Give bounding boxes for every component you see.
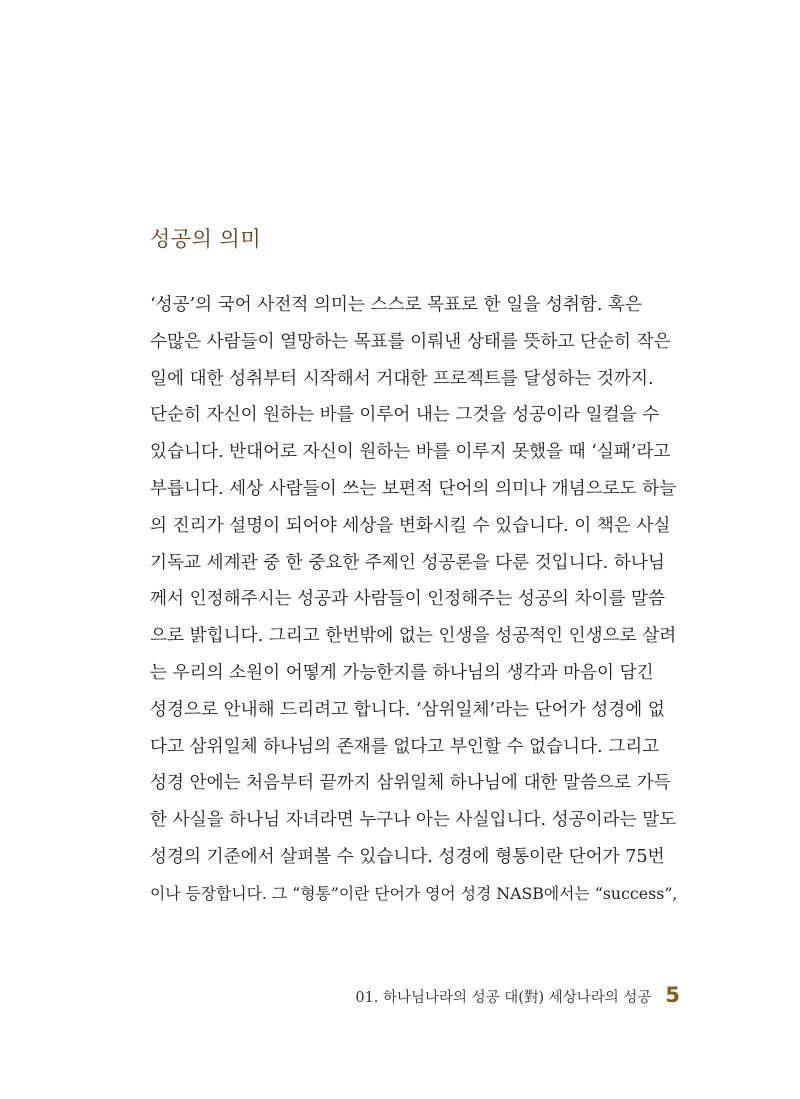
paragraph-line: 께서 인정해주시는 성공과 사람들이 인정해주는 성공의 차이를 말씀 <box>150 589 666 610</box>
section-title: 성공의 의미 <box>150 227 262 251</box>
paragraph-line: 기독교 세계관 중 한 중요한 주제인 성공론을 다룬 것입니다. 하나님 <box>150 552 665 573</box>
paragraph-line: 의 진리가 설명이 되어야 세상을 변화시킬 수 있습니다. 이 책은 사실 <box>150 515 671 536</box>
paragraph-line: 성경 안에는 처음부터 끝까지 삼위일체 하나님에 대한 말씀으로 가득 <box>150 773 671 794</box>
body-paragraph <box>150 287 680 913</box>
paragraph-line: 한 사실을 하나님 자녀라면 누구나 아는 사실입니다. 성공이라는 말도 <box>150 810 677 831</box>
paragraph-line: 성경의 기준에서 살펴볼 수 있습니다. 성경에 형통이란 단어가 75번 <box>150 846 665 867</box>
paragraph-line: 있습니다. 반대어로 자신이 원하는 바를 이루지 못했을 때 ‘실패’라고 <box>150 442 671 463</box>
paragraph-line: 으로 밝힙니다. 그리고 한번밖에 없는 인생을 성공적인 인생으로 살려 <box>150 626 677 647</box>
paragraph-line: 단순히 자신이 원하는 바를 이루어 내는 그것을 성공이라 일컬을 수 <box>150 405 660 426</box>
paragraph-line: ‘성공’의 국어 사전적 의미는 스스로 목표로 한 일을 성취함. 혹은 <box>150 295 643 315</box>
paragraph-line: 일에 대한 성취부터 시작해서 거대한 프로젝트를 달성하는 것까지. <box>150 368 654 389</box>
paragraph-line: 성경으로 안내해 드리려고 합니다. ‘삼위일체’라는 단어가 성경에 없 <box>150 699 665 720</box>
page-number: 5 <box>665 983 680 1007</box>
paragraph-line: 다고 삼위일체 하나님의 존재를 없다고 부인할 수 없습니다. 그리고 <box>150 736 660 757</box>
page-footer <box>355 983 680 1007</box>
paragraph-line: 이나 등장합니다. 그 “형통”이란 단어가 영어 성경 NASB에서는 “success”, <box>150 883 678 903</box>
chapter-running-title: 01. 하나님나라의 성공 대(對) 세상나라의 성공 <box>355 990 652 1006</box>
paragraph-line: 부릅니다. 세상 사람들이 쓰는 보편적 단어의 의미나 개념으로도 하늘 <box>150 478 677 499</box>
paragraph-line: 수많은 사람들이 열망하는 목표를 이뤄낸 상태를 뜻하고 단순히 작은 <box>150 331 671 352</box>
paragraph-line: 는 우리의 소원이 어떻게 가능한지를 하나님의 생각과 마음이 담긴 <box>150 662 654 683</box>
